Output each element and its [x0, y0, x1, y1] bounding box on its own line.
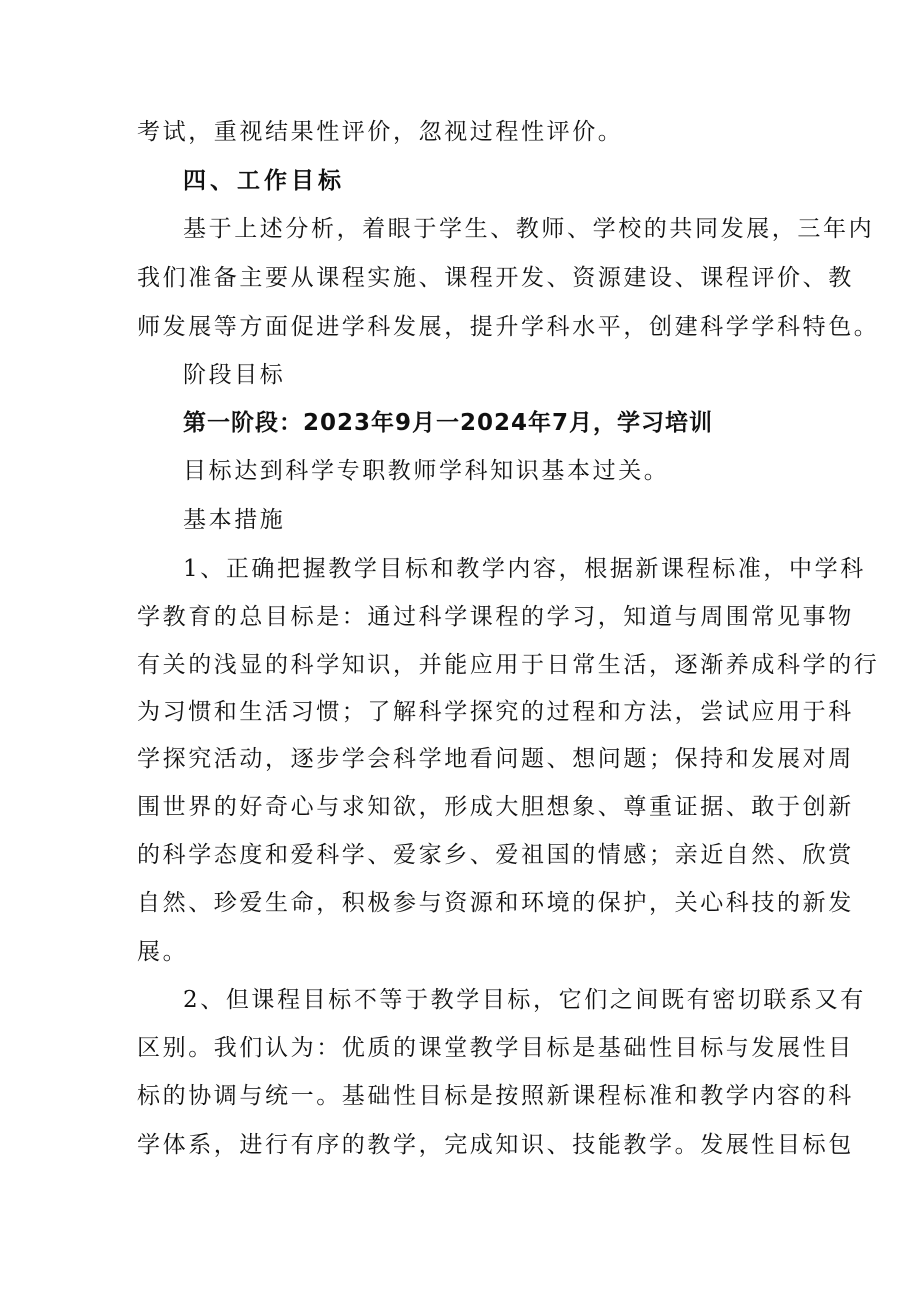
text-line: 有关的浅显的科学知识，并能应用于日常生活，逐渐养成科学的行	[137, 652, 880, 678]
section-heading: 四、工作目标	[183, 168, 345, 194]
text-line: 目标达到科学专职教师学科知识基本过关。	[183, 458, 670, 484]
text-line: 基于上述分析，着眼于学生、教师、学校的共同发展，三年内	[183, 216, 875, 242]
text-line: 学探究活动，逐步学会科学地看问题、想问题；保持和发展对周	[137, 746, 854, 772]
text-line: 2、但课程目标不等于教学目标，它们之间既有密切联系又有	[183, 987, 866, 1013]
text-line: 的科学态度和爱科学、爱家乡、爱祖国的情感；亲近自然、欣赏	[137, 842, 854, 868]
text-line: 1、正确把握教学目标和教学内容，根据新课程标准，中学科	[183, 556, 866, 582]
text-line: 展。	[137, 939, 189, 965]
text-line: 学教育的总目标是：通过科学课程的学习，知道与周围常见事物	[137, 604, 854, 630]
text-line: 学体系，进行有序的教学，完成知识、技能教学。发展性目标包	[137, 1132, 854, 1158]
stage-heading: 第一阶段：2023年9月一2024年7月，学习培训	[183, 410, 714, 436]
subheading: 阶段目标	[183, 362, 286, 388]
subheading: 基本措施	[183, 507, 286, 533]
text-line: 师发展等方面促进学科发展，提升学科水平，创建科学学科特色。	[137, 314, 880, 340]
text-line: 标的协调与统一。基础性目标是按照新课程标准和教学内容的科	[137, 1083, 854, 1109]
text-line: 围世界的好奇心与求知欲，形成大胆想象、尊重证据、敢于创新	[137, 794, 854, 820]
text-line: 考试，重视结果性评价，忽视过程性评价。	[137, 119, 624, 145]
text-line: 我们准备主要从课程实施、课程开发、资源建设、课程评价、教	[137, 265, 854, 291]
text-line: 为习惯和生活习惯；了解科学探究的过程和方法，尝试应用于科	[137, 699, 854, 725]
text-line: 区别。我们认为：优质的课堂教学目标是基础性目标与发展性目	[137, 1035, 854, 1061]
text-line: 自然、珍爱生命，积极参与资源和环境的保护，关心科技的新发	[137, 890, 854, 916]
